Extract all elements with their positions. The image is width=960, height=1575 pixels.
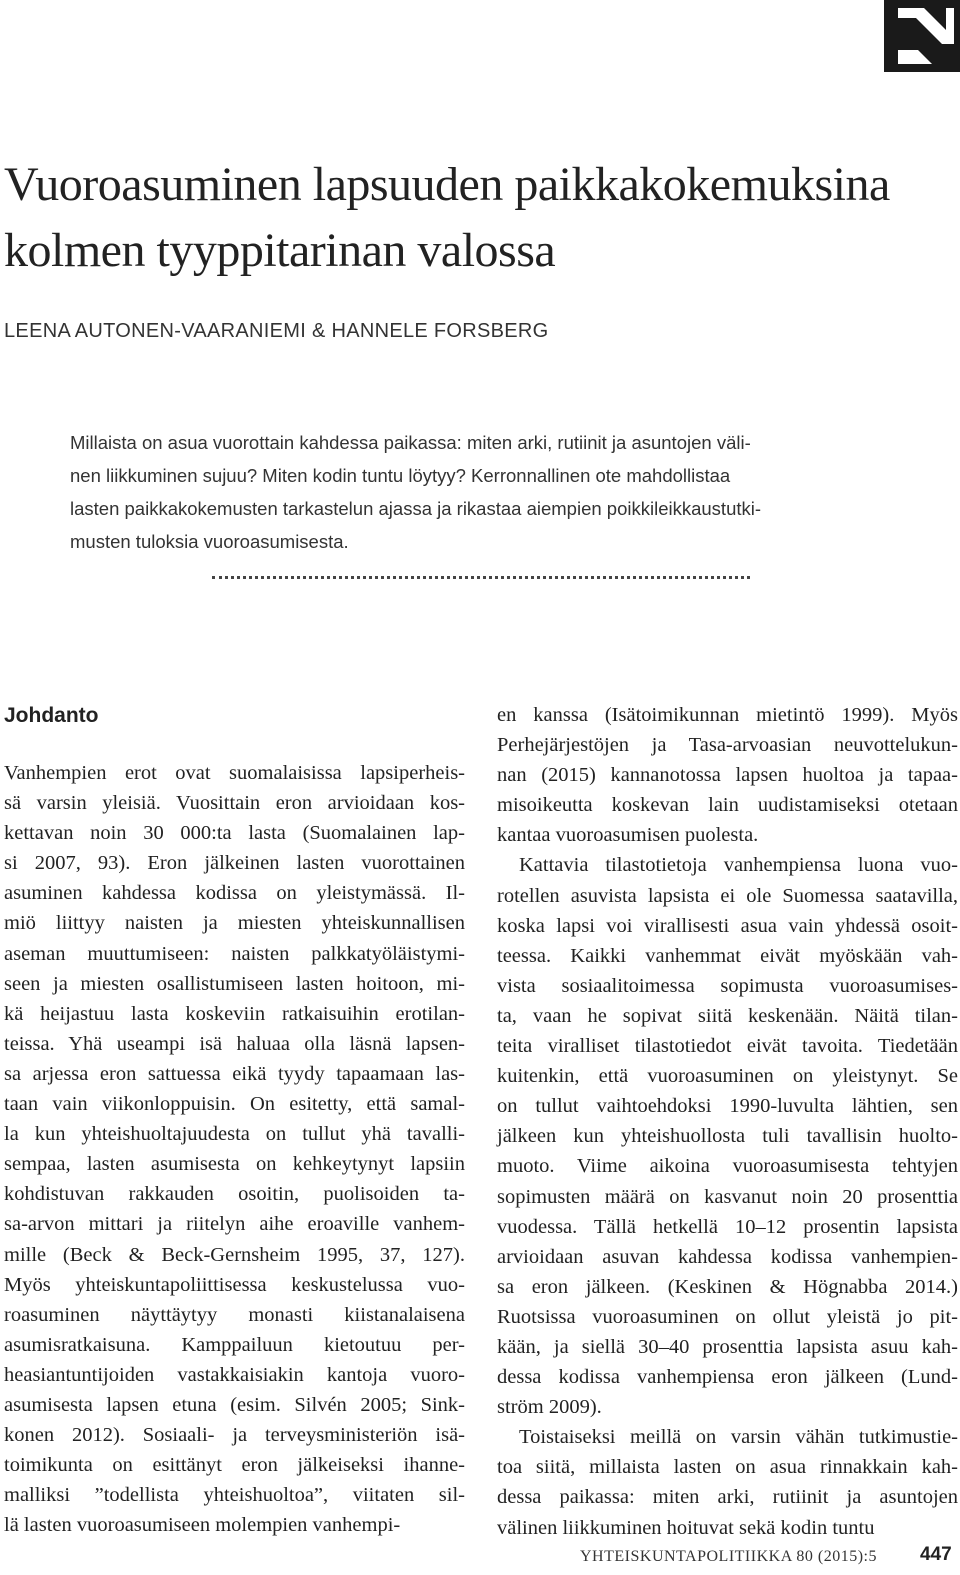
text-line: Ruotsissa vuoroasuminen on ollut yleistä jo pit-	[497, 1305, 958, 1328]
left-column	[4, 700, 465, 1540]
title-line: Vuoroasuminen lapsuuden paikkakokemuksina	[4, 158, 890, 211]
text-line: taan vain viikonloppuisin. On esitetty, että samal-	[4, 1093, 465, 1116]
text-line: ta, vaan he sopivat siitä keskenään. Näitä tilan-	[497, 1004, 958, 1027]
journal-logo-icon	[884, 0, 960, 72]
article-authors: LEENA AUTONEN-VAARANIEMI & HANNELE FORSBERG	[4, 320, 549, 342]
left-column-text	[4, 758, 465, 1540]
text-line: sempaa, lasten asumisesta on kehkeytynyt lapsiin	[4, 1153, 465, 1176]
text-line: arvioidaan asuvan kahdessa kodissa vanhempien-	[497, 1245, 958, 1268]
text-line: ström 2009).	[497, 1396, 602, 1419]
text-line: en kanssa (Isätoimikunnan mietintö 1999). Myös	[497, 704, 958, 726]
text-line: heasiantuntijoiden vastakkaisiakin kantoja vuoro-	[4, 1363, 465, 1386]
text-line: kä heijastuu lasta koskeviin ratkaisuihin erotilan-	[4, 1002, 465, 1025]
right-column	[497, 700, 958, 1543]
text-line: si 2007, 93). Eron jälkeinen lasten vuorottainen	[4, 852, 465, 875]
text-line: koska lapsi voi virallisesti asua vain yhdessä osoit-	[497, 914, 958, 937]
dotted-divider	[212, 576, 750, 579]
text-line: sä varsin yleisiä. Vuosittain eron arvioidaan kos-	[4, 792, 465, 815]
page-number: 447	[920, 1544, 952, 1565]
text-line: kuitenkin, että vuoroasuminen on yleistynyt. Se	[497, 1065, 958, 1088]
section-heading: Johdanto	[4, 704, 99, 727]
right-column-text	[497, 700, 958, 1543]
article-abstract	[70, 426, 890, 558]
text-line: sa eron jälkeen. (Keskinen & Högnabba 2014.)	[497, 1275, 958, 1298]
text-line: teissa. Yhä useampi isä haluaa olla läsnä lapsen-	[4, 1032, 465, 1055]
text-line: rotellen asuvista lapsista ei ole Suomessa saatavilla,	[497, 884, 958, 907]
title-line: kolmen tyyppitarinan valossa	[4, 224, 556, 277]
text-line: asumisratkaisuna. Kamppailuun kietoutuu per-	[4, 1333, 465, 1356]
text-line: asuminen kahdessa kodissa on yleistymässä. Il-	[4, 882, 465, 905]
text-line: seen ja miesten osallistumiseen lasten hoitoon, mi-	[4, 972, 465, 995]
text-line: nan (2015) kannanotossa lapsen huoltoa ja tapaa-	[497, 764, 958, 787]
text-line: Toistaiseksi meillä on varsin vähän tutkimustie-	[519, 1426, 958, 1449]
text-line: teita viralliset tilastotiedot eivät tavoita. Tiedetään	[497, 1035, 958, 1058]
text-line: lä lasten vuoroasumiseen molempien vanhempi-	[4, 1514, 401, 1537]
text-line: kään, ja siellä 30–40 prosenttia lapsista asuu kah-	[497, 1335, 958, 1358]
text-line: Perhejärjestöjen ja Tasa-arvoasian neuvottelukun-	[497, 734, 958, 757]
text-line: sopimusten määrä on kasvanut noin 20 prosenttia	[497, 1185, 958, 1208]
text-line: dessa kodissa vanhempiensa eron jälkeen (Lund-	[497, 1366, 958, 1389]
text-line: Myös yhteiskuntapoliittisessa keskustelussa vuo-	[4, 1273, 465, 1296]
text-line: asumisesta lapsen etuna (esim. Silvén 2005; Sink-	[4, 1393, 465, 1416]
text-line: toimikunta on esittänyt eron jälkeiseksi ihanne-	[4, 1454, 465, 1477]
text-line: sa arjessa eron sattuessa eikä tyydy tapaamaan las-	[4, 1062, 465, 1085]
text-line: toa siitä, millaista lasten on asua rinnakkain kah-	[497, 1456, 958, 1479]
text-line: konen 2012). Sosiaali- ja terveysministeriön isä-	[4, 1424, 465, 1447]
text-line: Vanhempien erot ovat suomalaisissa lapsiperheis-	[4, 762, 465, 784]
abstract-line: musten tuloksia vuoroasumisesta.	[70, 531, 349, 552]
text-line: dessa paikassa: miten arki, rutiinit ja asuntojen	[497, 1486, 958, 1509]
text-line: miö liittyy naisten ja miesten yhteiskunnallisen	[4, 912, 465, 935]
text-line: jälkeen kun yhteishuollosta tuli tavallisin huolto-	[497, 1125, 958, 1148]
text-line: misoikeutta koskevan lain uudistamiseksi otetaan	[497, 794, 958, 817]
abstract-line: lasten paikkakokemusten tarkastelun ajassa ja rikastaa aiempien poikkileikkaustutki-	[70, 498, 762, 519]
footer-journal: YHTEISKUNTAPOLITIIKKA 80 (2015):5	[580, 1548, 877, 1565]
text-line: sa-arvon mittari ja riitelyn aihe eroaville vanhem-	[4, 1213, 465, 1236]
text-line: on tullut vaihtoehdoksi 1990-luvulta lähtien, sen	[497, 1095, 958, 1118]
text-line: Kattavia tilastotietoja vanhempiensa luona vuo-	[519, 854, 958, 877]
text-line: kantaa vuoroasumisen puolesta.	[497, 824, 759, 847]
text-line: roasuminen näyttäytyy monasti kiistanalaisena	[4, 1303, 465, 1326]
article-title	[4, 152, 954, 284]
text-line: mille (Beck & Beck-Gernsheim 1995, 37, 127).	[4, 1243, 465, 1266]
text-line: välinen liikkuminen hoituvat sekä kodin tuntu	[497, 1516, 875, 1539]
text-line: vuodessa. Tällä hetkellä 10–12 prosentin lapsista	[497, 1215, 958, 1238]
text-line: aseman muuttumiseen: naisten palkkatyöläistymi-	[4, 942, 465, 965]
abstract-line: nen liikkuminen sujuu? Miten kodin tuntu löytyy? Kerronnallinen ote mahdollistaa	[70, 465, 731, 486]
text-line: kettavan noin 30 000:ta lasta (Suomalainen lap-	[4, 822, 465, 845]
text-line: teessa. Kaikki vanhemmat eivät myöskään vah-	[497, 944, 958, 967]
abstract-line: Millaista on asua vuorottain kahdessa paikassa: miten arki, rutiinit ja asuntojen väli-	[70, 432, 751, 453]
text-line: malliksi ”todellista yhteishuoltoa”, viitaten sil-	[4, 1484, 465, 1507]
text-line: muoto. Viime aikoina vuoroasumisesta tehtyjen	[497, 1155, 958, 1178]
text-line: kohdistuvan rakkauden osoitin, puolisoiden ta-	[4, 1183, 465, 1206]
text-line: la kun yhteishuoltajuudesta on tullut yhä tavalli-	[4, 1123, 465, 1146]
text-line: vista sosiaalitoimessa sopimusta vuoroasumises-	[497, 974, 958, 997]
